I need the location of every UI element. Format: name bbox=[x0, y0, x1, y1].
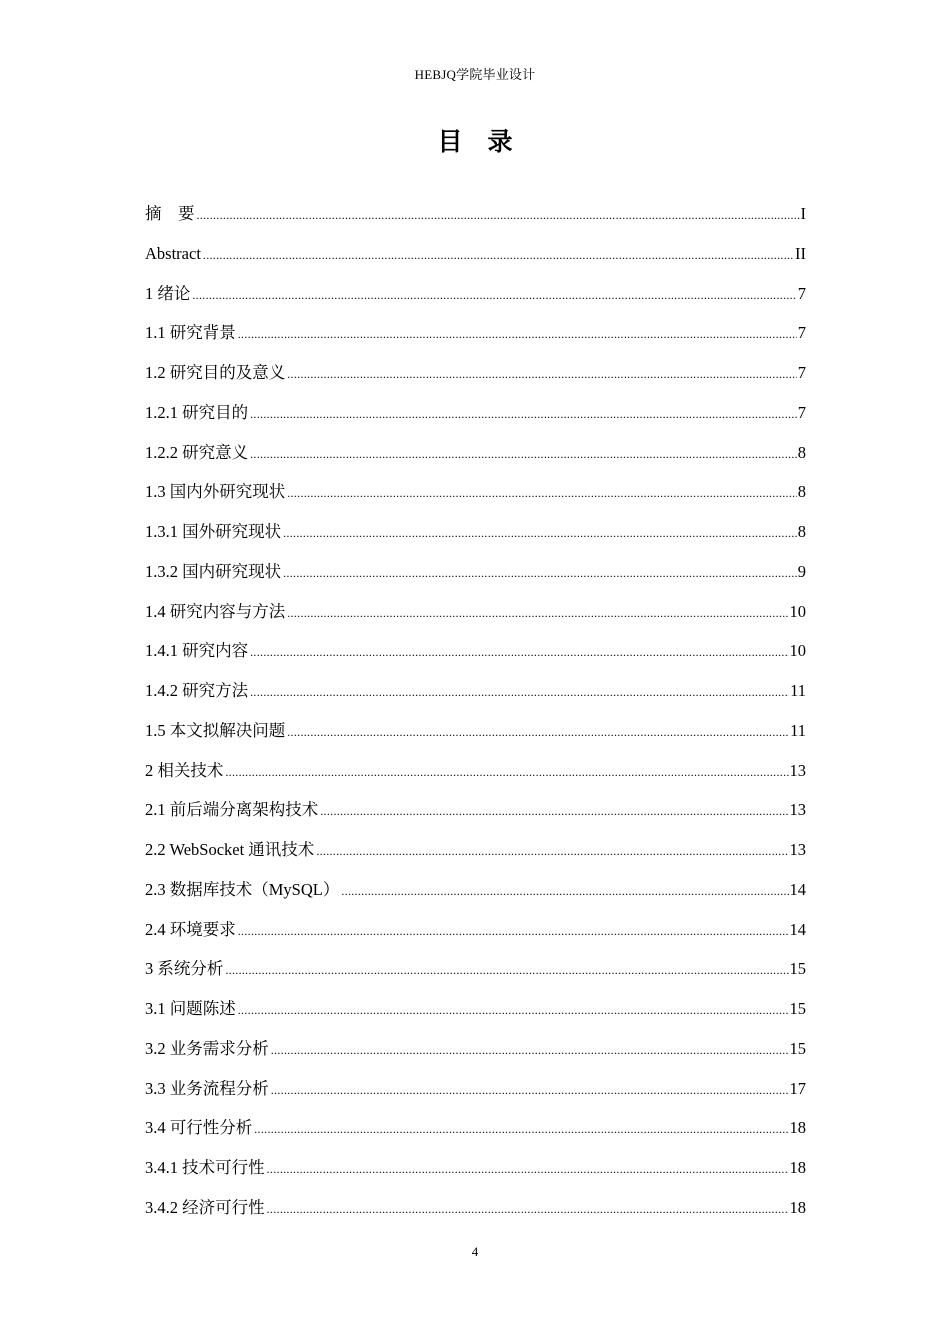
toc-entry-page: 7 bbox=[797, 363, 806, 382]
toc-entry-page: 8 bbox=[797, 482, 806, 502]
toc-leader-dots bbox=[271, 1072, 789, 1108]
toc-entry-label: 3.3 业务流程分析 bbox=[145, 1078, 269, 1098]
toc-entry-label: 1.2 研究目的及意义 bbox=[145, 363, 286, 382]
toc-entry-label: 3.4.1 技术可行性 bbox=[145, 1158, 265, 1177]
toc-leader-dots bbox=[320, 793, 788, 829]
toc-leader-dots bbox=[250, 634, 788, 670]
toc-entry-page: 8 bbox=[797, 442, 806, 462]
toc-entry[interactable] bbox=[145, 355, 806, 395]
toc-entry-label: 1.3.2 国内研究现状 bbox=[145, 561, 282, 581]
toc-entry-label: 1 绪论 bbox=[145, 283, 191, 303]
toc-entry[interactable] bbox=[145, 633, 806, 673]
toc-leader-dots bbox=[316, 833, 788, 869]
toc-entry-label: 3 系统分析 bbox=[145, 959, 224, 979]
toc-leader-dots bbox=[271, 1032, 789, 1068]
toc-entry-page: I bbox=[800, 204, 806, 223]
toc-leader-dots bbox=[283, 555, 797, 591]
page-number: 4 bbox=[471, 1244, 479, 1259]
toc-leader-dots bbox=[238, 913, 789, 949]
toc-entry-label: 1.3 国内外研究现状 bbox=[145, 482, 286, 502]
toc-entry[interactable] bbox=[145, 951, 806, 991]
toc-entry[interactable] bbox=[145, 1071, 806, 1111]
toc-entry-page: 17 bbox=[789, 1078, 806, 1098]
toc-entry-label: 1.3.1 国外研究现状 bbox=[145, 522, 282, 541]
toc-entry-page: 7 bbox=[797, 283, 806, 303]
toc-entry[interactable] bbox=[145, 912, 806, 952]
toc-entry[interactable] bbox=[145, 673, 806, 713]
toc-entry-label: 2.3 数据库技术（MySQL） bbox=[145, 879, 340, 899]
toc-entry[interactable] bbox=[145, 753, 806, 793]
toc-leader-dots bbox=[287, 356, 797, 392]
toc-entry[interactable] bbox=[145, 1110, 806, 1150]
toc-entry-page: 14 bbox=[789, 919, 806, 939]
toc-entry-label: Abstract bbox=[145, 243, 201, 263]
toc-entry-label: 3.4.2 经济可行性 bbox=[145, 1197, 265, 1217]
toc-leader-dots bbox=[341, 873, 788, 909]
toc-entry-label: 1.4.1 研究内容 bbox=[145, 641, 249, 661]
toc-entry[interactable] bbox=[145, 872, 806, 912]
toc-entry-page: 13 bbox=[789, 840, 806, 859]
toc-entry-page: 11 bbox=[790, 720, 806, 740]
toc-entry-label: 摘 要 bbox=[145, 204, 195, 223]
toc-entry[interactable] bbox=[145, 236, 806, 276]
toc-entry-label: 2.1 前后端分离架构技术 bbox=[145, 800, 319, 820]
toc-entry-page: 9 bbox=[797, 561, 806, 581]
toc-entry[interactable] bbox=[145, 276, 806, 316]
toc-entry[interactable] bbox=[145, 713, 806, 753]
toc-entry-label: 1.5 本文拟解决问题 bbox=[145, 720, 286, 740]
toc-leader-dots bbox=[283, 515, 797, 551]
toc-leader-dots bbox=[250, 436, 797, 472]
toc-entry-label: 1.1 研究背景 bbox=[145, 323, 236, 343]
toc-entry[interactable] bbox=[145, 554, 806, 594]
toc-entry-page: 18 bbox=[789, 1118, 806, 1138]
toc-entry[interactable] bbox=[145, 435, 806, 475]
toc-entry[interactable] bbox=[145, 474, 806, 514]
toc-entry-page: 13 bbox=[789, 800, 806, 820]
toc-entry[interactable] bbox=[145, 991, 806, 1031]
toc-entry-label: 2.2 WebSocket 通讯技术 bbox=[145, 840, 315, 859]
toc-title: 目 录 bbox=[437, 127, 513, 156]
toc-entry-label: 2 相关技术 bbox=[145, 760, 224, 780]
toc-leader-dots bbox=[250, 396, 797, 432]
toc-entry-page: 13 bbox=[789, 760, 806, 780]
toc-leader-dots bbox=[197, 197, 800, 233]
toc-entry-page: 11 bbox=[790, 681, 806, 700]
toc-entry-page: 15 bbox=[789, 959, 806, 979]
toc-entry[interactable] bbox=[145, 792, 806, 832]
toc-entry[interactable] bbox=[145, 514, 806, 554]
toc-leader-dots bbox=[287, 714, 789, 750]
table-of-contents bbox=[145, 196, 806, 1230]
toc-entry-label: 1.2.2 研究意义 bbox=[145, 442, 249, 462]
toc-entry-label: 3.1 问题陈述 bbox=[145, 999, 236, 1018]
toc-leader-dots bbox=[287, 595, 788, 631]
toc-entry-label: 1.4.2 研究方法 bbox=[145, 681, 249, 700]
toc-entry-page: 15 bbox=[789, 999, 806, 1018]
toc-entry[interactable] bbox=[145, 395, 806, 435]
toc-leader-dots bbox=[287, 475, 797, 511]
toc-entry-label: 1.4 研究内容与方法 bbox=[145, 601, 286, 621]
toc-entry[interactable] bbox=[145, 594, 806, 634]
toc-entry-page: 7 bbox=[797, 402, 806, 422]
toc-leader-dots bbox=[203, 237, 794, 273]
toc-leader-dots bbox=[254, 1111, 788, 1147]
toc-entry[interactable] bbox=[145, 315, 806, 355]
toc-entry[interactable] bbox=[145, 1150, 806, 1190]
toc-entry-page: 7 bbox=[797, 323, 806, 343]
toc-entry-page: 8 bbox=[797, 522, 806, 541]
toc-leader-dots bbox=[192, 277, 796, 313]
toc-entry-label: 3.4 可行性分析 bbox=[145, 1118, 253, 1138]
toc-leader-dots bbox=[267, 1191, 789, 1227]
toc-entry-page: 15 bbox=[789, 1038, 806, 1058]
toc-entry-page: 18 bbox=[789, 1197, 806, 1217]
toc-entry[interactable] bbox=[145, 1190, 806, 1230]
toc-entry-label: 1.2.1 研究目的 bbox=[145, 402, 249, 422]
toc-leader-dots bbox=[250, 674, 789, 710]
toc-entry[interactable] bbox=[145, 196, 806, 236]
toc-leader-dots bbox=[267, 1151, 789, 1187]
toc-leader-dots bbox=[225, 754, 788, 790]
toc-entry[interactable] bbox=[145, 1031, 806, 1071]
toc-entry-page: 10 bbox=[789, 601, 806, 621]
toc-entry-page: 14 bbox=[789, 879, 806, 899]
toc-entry[interactable] bbox=[145, 832, 806, 872]
toc-entry-page: 18 bbox=[789, 1158, 806, 1177]
toc-entry-label: 3.2 业务需求分析 bbox=[145, 1038, 269, 1058]
toc-entry-page: II bbox=[795, 243, 806, 263]
toc-leader-dots bbox=[238, 992, 789, 1028]
toc-leader-dots bbox=[238, 316, 797, 352]
page-header: HEBJQ学院毕业设计 bbox=[414, 67, 536, 82]
toc-entry-page: 10 bbox=[789, 641, 806, 661]
toc-entry-label: 2.4 环境要求 bbox=[145, 919, 236, 939]
toc-leader-dots bbox=[225, 952, 788, 988]
